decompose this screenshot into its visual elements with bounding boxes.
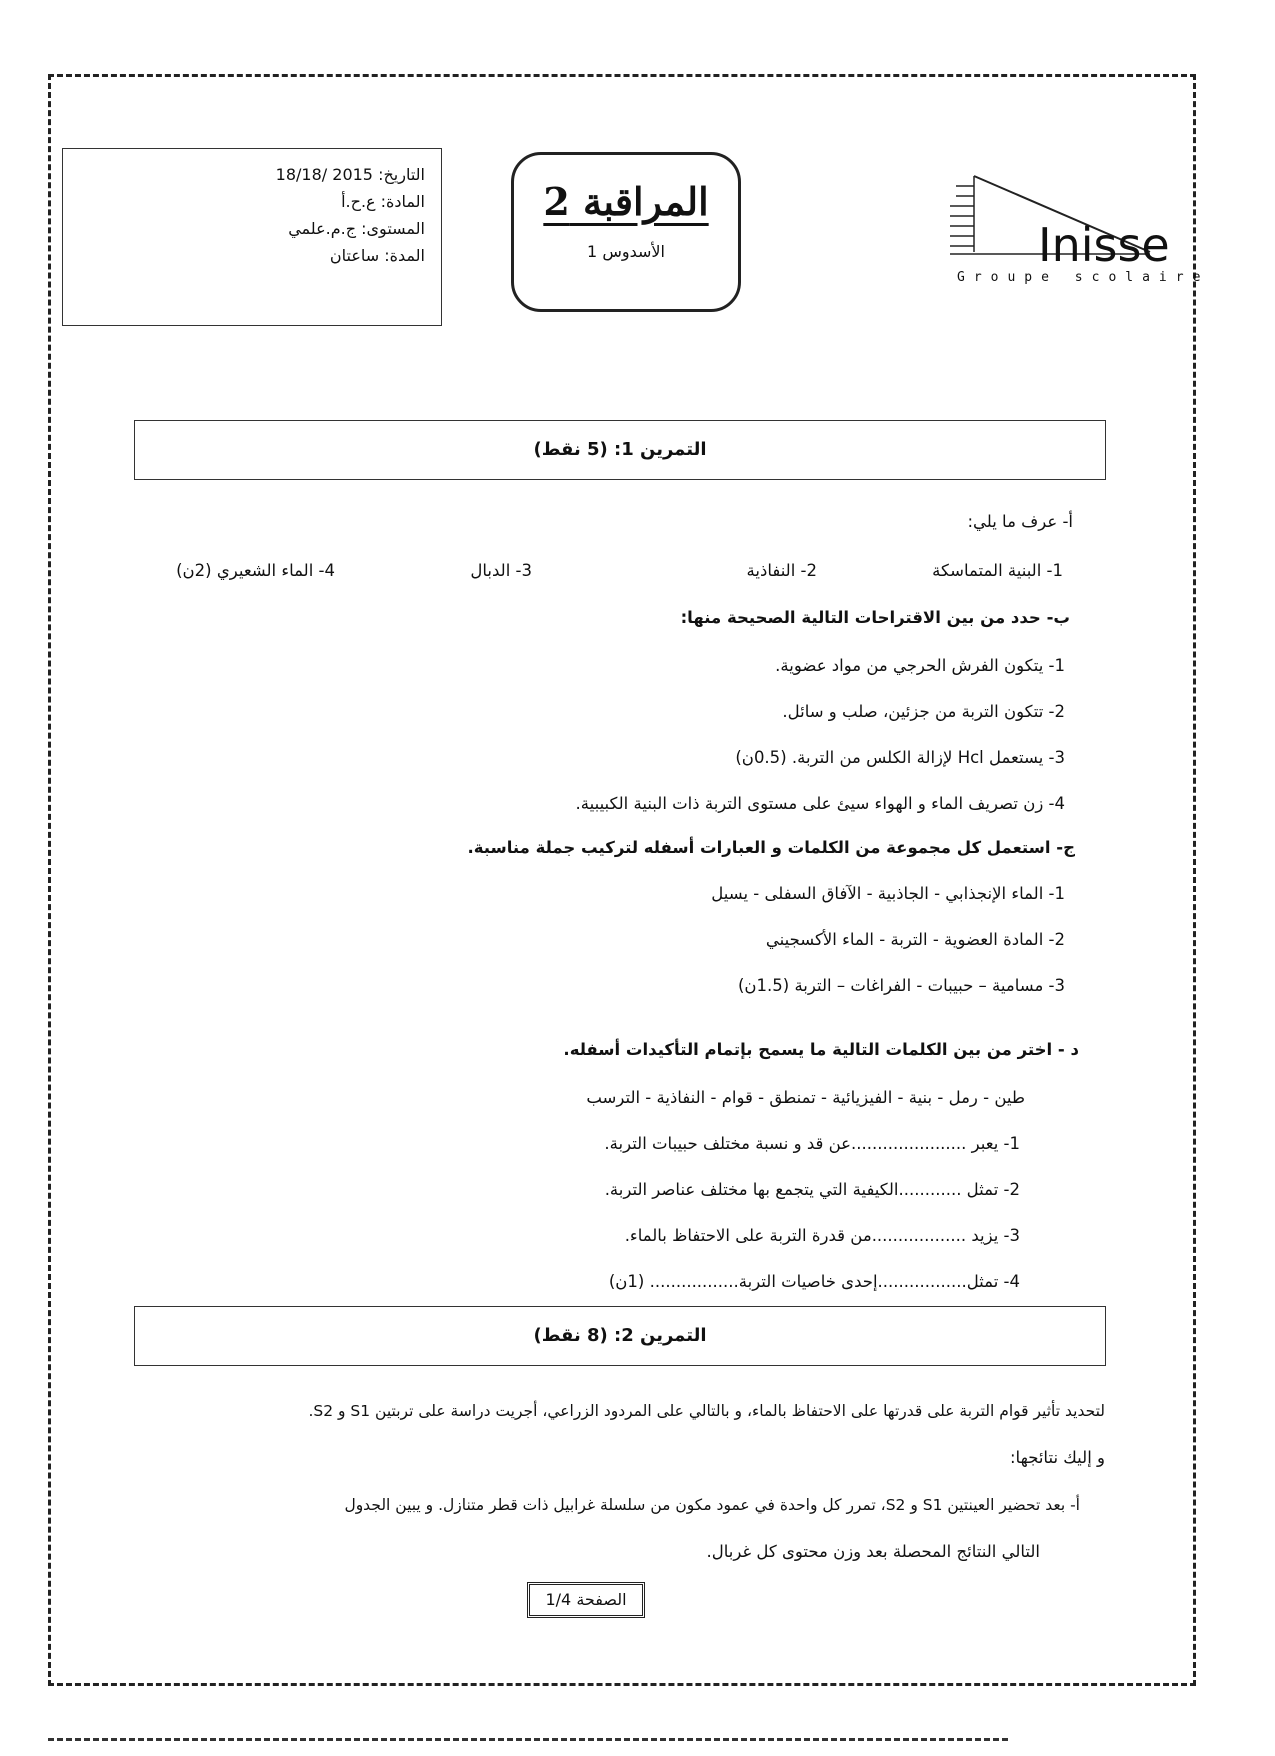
subject-label: المادة: ع.ح.أ xyxy=(341,192,425,211)
page-number: الصفحة 1/4 xyxy=(527,1582,645,1618)
part-c-item: 2- المادة العضوية - التربة - الماء الأكسجيني xyxy=(765,930,1065,949)
part-d-item: 2- تمثل ............الكيفية التي يتجمع بها مختلف عناصر التربة. xyxy=(604,1180,1020,1199)
part-b-item: 2- تتكون التربة من جزئين، صلب و سائل. xyxy=(782,702,1065,721)
exercise2-intro: لتحديد تأثير قوام التربة على قدرتها على الاحتفاظ بالماء، و بالتالي على المردود الزراعي، أجريت دراسة على تربتين S1 و S2. xyxy=(308,1402,1105,1420)
part-b-item: 1- يتكون الفرش الحرجي من مواد عضوية. xyxy=(775,656,1065,675)
part-d-item: 1- يعبر ......................عن قد و نسبة مختلف حبيبات التربة. xyxy=(604,1134,1020,1153)
part-c-item: 3- مسامية – حبيبات - الفراغات – التربة (1.5ن) xyxy=(737,976,1065,995)
definition-item: 2- النفاذية xyxy=(746,561,817,580)
definition-item: 4- الماء الشعيري (2ن) xyxy=(176,561,335,580)
semester-label: الأسدوس 1 xyxy=(587,242,665,261)
logo-subtitle: Groupe scolaire xyxy=(957,270,1210,285)
part-b-item: 4- زن تصريف الماء و الهواء سيئ على مستوى التربة ذات البنية الكبيبية. xyxy=(575,794,1065,813)
logo-name: Inisse xyxy=(1038,218,1170,272)
exercise1-header: التمرين 1: (5 نقط) xyxy=(134,420,1106,480)
exercise2-header: التمرين 2: (8 نقط) xyxy=(134,1306,1106,1366)
definition-item: 1- البنية المتماسكة xyxy=(932,561,1063,580)
level-label: المستوى: ج.م.علمي xyxy=(288,219,425,238)
exam-title: المراقبة 2 xyxy=(543,179,709,224)
exam-title-box xyxy=(511,152,741,312)
part-c-item: 1- الماء الإنجذابي - الجاذبية - الآفاق السفلى - يسيل xyxy=(711,884,1065,903)
date-label: التاريخ: 2015 /18/18 xyxy=(275,165,425,184)
part-d-title: د - اختر من بين الكلمات التالية ما يسمح بإتمام التأكيدات أسفله. xyxy=(563,1040,1079,1059)
exercise2-intro-results: و إليك نتائجها: xyxy=(1010,1448,1105,1467)
part-c-title: ج- استعمل كل مجموعة من الكلمات و العبارات أسفله لتركيب جملة مناسبة. xyxy=(467,838,1075,857)
part-a-title: أ- عرف ما يلي: xyxy=(967,512,1073,531)
exam-info-box xyxy=(62,148,442,326)
duration-label: المدة: ساعتان xyxy=(329,246,425,265)
exercise2-part-a-continued: التالي النتائج المحصلة بعد وزن محتوى كل غربال. xyxy=(706,1542,1040,1561)
bottom-divider xyxy=(48,1738,1008,1741)
definition-item: 3- الدبال xyxy=(470,561,532,580)
part-d-word-bank: طين - رمل - بنية - الفيزيائية - تمنطق - قوام - النفاذية - الترسب xyxy=(586,1088,1025,1107)
part-d-item: 3- يزيد ..................من قدرة التربة على الاحتفاظ بالماء. xyxy=(624,1226,1020,1245)
exercise2-part-a: أ- بعد تحضير العينتين S1 و S2، تمرر كل واحدة في عمود مكون من سلسلة غرابيل ذات قطر متنازل. و يبين الجدول xyxy=(344,1496,1080,1514)
part-d-item: 4- تمثل.................إحدى خاصيات التربة................. (1ن) xyxy=(608,1272,1020,1291)
part-b-title: ب- حدد من بين الاقتراحات التالية الصحيحة منها: xyxy=(680,608,1070,627)
part-b-item: 3- يستعمل Hcl لإزالة الكلس من التربة. (0.5ن) xyxy=(735,748,1065,767)
